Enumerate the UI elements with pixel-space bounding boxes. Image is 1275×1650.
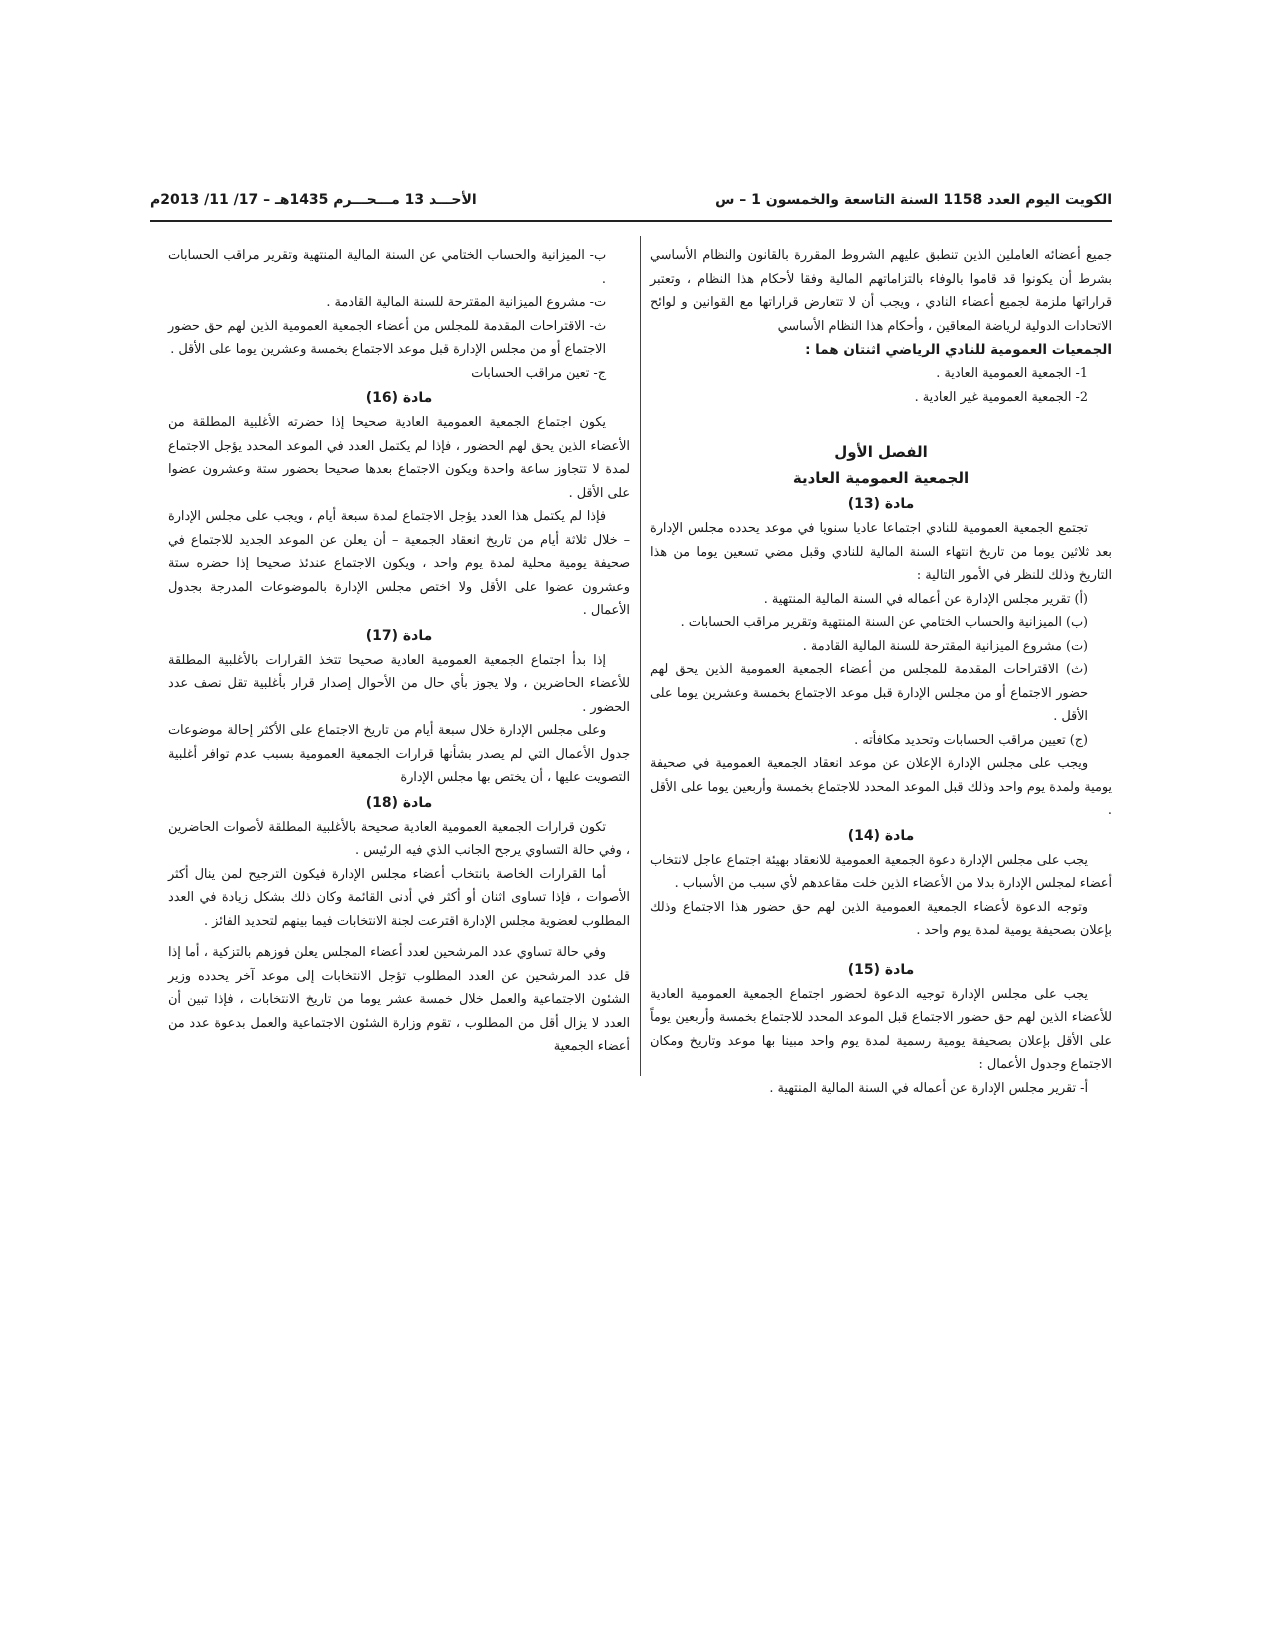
article-14-paragraph: وتوجه الدعوة لأعضاء الجمعية العمومية الذين لهم حق حضور هذا الاجتماع وذلك بإعلان بصحيفة يومية لمدة يوم واحد . [650, 899, 1112, 938]
article-13-closing: ويجب على مجلس الإدارة الإعلان عن موعد انعقاد الجمعية العمومية في صحيفة يومية ولمدة يوم واحد وذلك قبل الموعد المحدد للاجتماع بخمسة وأربعين يوما على الأقل . [650, 756, 1112, 818]
article-13-title: مادة (13) [847, 496, 915, 512]
article-15-paragraph: يجب على مجلس الإدارة توجيه الدعوة لحضور اجتماع الجمعية العمومية العادية للأعضاء الذين لهم حق حضور الاجتماع قبل الموعد المحدد للاجتماع بخمسة وأربعين يوماً على الأقل بإعلان بصحيفة يومية رسمية لمدة يوم واحد مبينا بها موعد وتاريخ ومكان الاجتماع وجدول الأعمال : [650, 986, 1112, 1072]
list-item: (ج) تعيين مراقب الحسابات وتحديد مكافأته . [854, 732, 1088, 748]
article-18-title: مادة (18) [365, 794, 433, 811]
section-heading: الجمعيات العمومية للنادي الرياضي اثنتان هما : [805, 342, 1112, 358]
article-17-paragraph: إذا بدأ اجتماع الجمعية العمومية العادية صحيحا تتخذ القرارات بالأغلبية المطلقة للأعضاء الحاضرين ، ولا يجوز بأي حال من الأحوال إصدار قرار بأغلبية تقل نصف عدد الحضور . [168, 652, 630, 715]
article-17-title: مادة (17) [365, 627, 433, 644]
article-15-title: مادة (15) [847, 961, 915, 978]
list-item: ج- تعين مراقب الحسابات [471, 365, 606, 381]
chapter-title: الفصل الأول [834, 443, 928, 461]
list-item: (أ) تقرير مجلس الإدارة عن أعماله في السنة المالية المنتهية . [763, 591, 1088, 607]
list-item: ث- الاقتراحات المقدمة للمجلس من أعضاء الجمعية العمومية الذين لهم حق حضور الاجتماع أو من مجلس الإدارة قبل موعد الاجتماع بخمسة وعشرين يوما على الأقل . [168, 318, 606, 357]
article-16-title: مادة (16) [365, 390, 433, 406]
article-17-paragraph: وعلى مجلس الإدارة خلال سبعة أيام من تاريخ الاجتماع على الأكثر إحالة موضوعات جدول الأعمال التي لم يصدر بشأنها قرارات الجمعية العمومية بسبب عدم توافر أغلبية التصويت عليها ، أن يختص بها مجلس الإدارة [168, 723, 630, 785]
article-18-paragraph: تكون قرارات الجمعية العمومية العادية صحيحة بالأغلبية المطلقة لأصوات الحاضرين ، وفي حالة التساوي يرجح الجانب الذي فيه الرئيس . [168, 819, 630, 858]
article-14-title: مادة (14) [847, 827, 915, 844]
continuation-paragraph: جميع أعضائه العاملين الذين تنطبق عليهم الشروط المقررة بالقانون والنظام الأساسي بشرط أن يكونوا قد قاموا بالوفاء بالتزاماتهم المالية وفقا لأحكام هذا النظام ، وتعتبر قراراتها ملزمة لجميع أعضاء النادي ، ويجب أن لا تتعارض قراراتها مع القوانين و لوائح الاتحادات الدولية لرياضة المعاقين ، وأحكام هذا النظام الأساسي [650, 248, 1112, 334]
chapter-subtitle: الجمعية العمومية العادية [792, 469, 970, 487]
article-16-paragraph: فإذا لم يكتمل هذا العدد يؤجل الاجتماع لمدة سبعة أيام ، ويجب على مجلس الإدارة – خلال ثلاثة أيام من تاريخ انعقاد الجمعية – أن يعلن عن الموعد الجديد للاجتماع في صحيفة يومية محلية لمدة يوم واحد ، ويكون الاجتماع عندئذ صحيحا إذا حضره ستة وعشرون عضوا على الأقل ولا اختص مجلس الإدارة بالموضوعات المدرجة بجدول الأعمال . [168, 509, 630, 618]
list-item: ب- الميزانية والحساب الختامي عن السنة المالية المنتهية وتقرير مراقب الحسابات . [168, 248, 606, 287]
list-item: ت- مشروع الميزانية المقترحة للسنة المالية القادمة . [326, 295, 606, 310]
right-column [650, 244, 1112, 1100]
column-divider [640, 236, 641, 1076]
left-column [168, 244, 630, 1059]
article-16-paragraph: يكون اجتماع الجمعية العمومية العادية صحيحا إذا حضرته الأغلبية المطلقة من الأعضاء الذين يحق لهم الحضور ، فإذا لم يكتمل العدد في الموعد المحدد يؤجل الاجتماع لمدة لا تتجاوز ساعة واحدة ويكون الاجتماع بعدها صحيحا بحضور ستة وعشرون عضوا على الأقل . [168, 415, 630, 501]
header-date: الأحـــد 13 مـــحـــرم 1435هـ – 17/ 11/ 2013م [150, 192, 477, 208]
header-publication-info: الكويت اليوم العدد 1158 السنة التاسعة والخمسون 1 – س [715, 192, 1112, 208]
header-rule [150, 220, 1112, 222]
article-14-paragraph: يجب على مجلس الإدارة دعوة الجمعية العمومية للانعقاد بهيئة اجتماع عاجل لانتخاب أعضاء لمجلس الإدارة بدلا من الأعضاء الذين خلت مقاعدهم لأي سبب من الأسباب . [650, 852, 1112, 891]
page-header [150, 192, 1112, 218]
list-item: 2- الجمعية العمومية غير العادية . [914, 389, 1088, 405]
list-item: 1- الجمعية العمومية العادية . [936, 366, 1088, 381]
list-item: (ث) الاقتراحات المقدمة للمجلس من أعضاء الجمعية العمومية الذين يحق لهم حضور الاجتماع أو من مجلس الإدارة قبل موعد الاجتماع بخمسة وعشرين يوما على الأقل . [650, 662, 1088, 724]
article-13-intro: تجتمع الجمعية العمومية للنادي اجتماعا عاديا سنويا في موعد يحدده مجلس الإدارة بعد ثلاثين يوما من تاريخ انتهاء السنة المالية للنادي وقبل مضي تسعين يوما من هذا التاريخ وذلك للنظر في الأمور التالية : [650, 521, 1112, 583]
list-item: (ب) الميزانية والحساب الختامي عن السنة المنتهية وتقرير مراقب الحسابات . [680, 615, 1088, 630]
list-item: (ت) مشروع الميزانية المقترحة للسنة المالية القادمة . [802, 638, 1088, 654]
list-item: أ- تقرير مجلس الإدارة عن أعماله في السنة المالية المنتهية . [769, 1080, 1088, 1096]
article-18-paragraph: وفي حالة تساوي عدد المرشحين لعدد أعضاء المجلس يعلن فوزهم بالتزكية ، أما إذا قل عدد المرشحين عن العدد المطلوب تؤجل الانتخابات إلى موعد آخر يحدده وزير الشئون الاجتماعية والعمل خلال خمسة عشر يوما من تاريخ الانتخابات ، فإذا تبين أن العدد لا يزال أقل من المطلوب ، تقوم وزارة الشئون الاجتماعية والعمل بدعوة عدد من أعضاء الجمعية [168, 945, 630, 1054]
article-18-paragraph: أما القرارات الخاصة بانتخاب أعضاء مجلس الإدارة فيكون الترجيح لمن ينال أكثر الأصوات ، فإذا تساوى اثنان أو أكثر في أدنى القائمة وكان ذلك بشكل زيادة في العدد المطلوب لعضوية مجلس الإدارة اقترعت لجنة الانتخابات فيما بينهم لتحديد الفائز . [168, 866, 630, 929]
